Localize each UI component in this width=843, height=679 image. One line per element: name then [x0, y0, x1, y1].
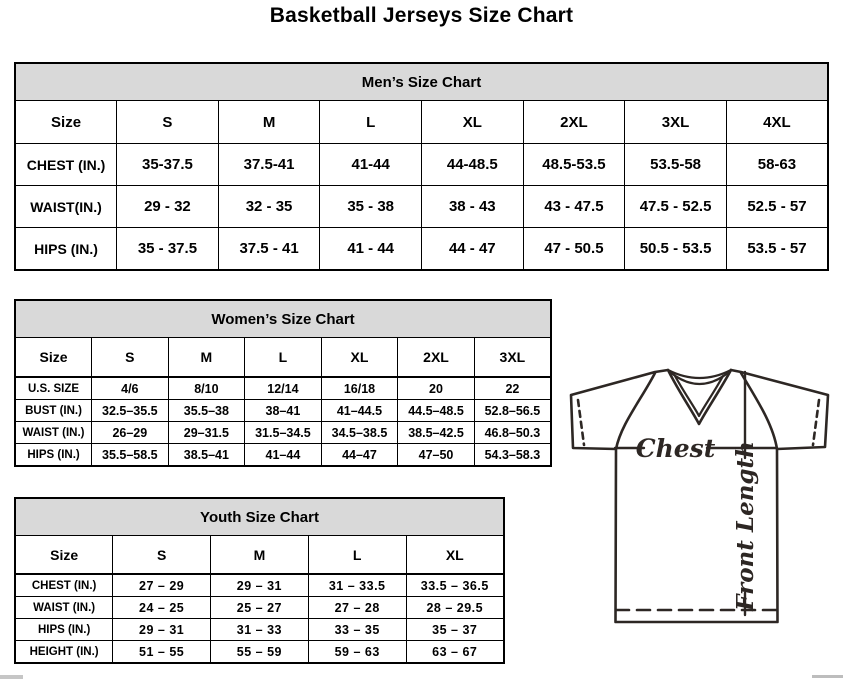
- column-header: L: [245, 338, 322, 378]
- size-value-cell: 32 - 35: [218, 186, 320, 228]
- size-value-cell: 47 - 50.5: [523, 228, 625, 271]
- size-value-cell: 16/18: [321, 377, 398, 400]
- jersey-diagram-svg: [558, 362, 843, 627]
- table-row: [15, 186, 828, 228]
- mens-size-table: [14, 62, 829, 271]
- size-value-cell: 29 - 32: [117, 186, 219, 228]
- size-value-cell: 44-48.5: [422, 144, 524, 186]
- column-header: 2XL: [523, 101, 625, 144]
- size-value-cell: 28 – 29.5: [406, 597, 504, 619]
- row-label: HEIGHT (IN.): [15, 641, 113, 664]
- size-value-cell: 24 – 25: [113, 597, 211, 619]
- size-value-cell: 37.5-41: [218, 144, 320, 186]
- size-value-cell: 50.5 - 53.5: [625, 228, 727, 271]
- size-value-cell: 27 – 29: [113, 574, 211, 597]
- page-title: Basketball Jerseys Size Chart: [269, 4, 574, 27]
- column-header: Size: [15, 536, 113, 575]
- row-label: CHEST (IN.): [15, 144, 117, 186]
- column-header: M: [211, 536, 309, 575]
- row-label: WAIST (IN.): [15, 597, 113, 619]
- size-value-cell: 52.8–56.5: [474, 400, 551, 422]
- cropped-bottom-right-element: [812, 675, 843, 678]
- cropped-bottom-left-element: [0, 675, 23, 679]
- size-value-cell: 12/14: [245, 377, 322, 400]
- size-value-cell: 31.5–34.5: [245, 422, 322, 444]
- table-row: [15, 422, 551, 444]
- jersey-outline: [571, 370, 828, 622]
- size-value-cell: 29–31.5: [168, 422, 245, 444]
- size-value-cell: 27 – 28: [308, 597, 406, 619]
- column-header: XL: [406, 536, 504, 575]
- row-label: BUST (IN.): [15, 400, 92, 422]
- size-value-cell: 35 - 37.5: [117, 228, 219, 271]
- size-value-cell: 35 - 38: [320, 186, 422, 228]
- table-row: [15, 377, 551, 400]
- chest-label: Chest: [635, 434, 716, 463]
- right-sleeve-seam: [741, 373, 777, 449]
- size-value-cell: 25 – 27: [211, 597, 309, 619]
- size-value-cell: 59 – 63: [308, 641, 406, 664]
- table-title: Men’s Size Chart: [15, 63, 828, 101]
- column-header: XL: [321, 338, 398, 378]
- table-row: [15, 574, 504, 597]
- youth-size-table: [14, 497, 505, 664]
- size-value-cell: 4/6: [92, 377, 169, 400]
- table-row: [15, 619, 504, 641]
- column-header: Size: [15, 338, 92, 378]
- row-label: WAIST(IN.): [15, 186, 117, 228]
- size-value-cell: 47–50: [398, 444, 475, 467]
- column-header: S: [92, 338, 169, 378]
- size-value-cell: 37.5 - 41: [218, 228, 320, 271]
- size-value-cell: 29 – 31: [113, 619, 211, 641]
- table-title: Women’s Size Chart: [15, 300, 551, 338]
- size-value-cell: 22: [474, 377, 551, 400]
- column-header: 4XL: [726, 101, 828, 144]
- size-value-cell: 41–44.5: [321, 400, 398, 422]
- size-value-cell: 51 – 55: [113, 641, 211, 664]
- size-value-cell: 31 – 33.5: [308, 574, 406, 597]
- size-value-cell: 63 – 67: [406, 641, 504, 664]
- table-row: [15, 144, 828, 186]
- size-value-cell: 44 - 47: [422, 228, 524, 271]
- column-header: S: [113, 536, 211, 575]
- size-value-cell: 55 – 59: [211, 641, 309, 664]
- size-value-cell: 38.5–42.5: [398, 422, 475, 444]
- row-label: HIPS (IN.): [15, 228, 117, 271]
- row-label: U.S. SIZE: [15, 377, 92, 400]
- size-value-cell: 34.5–38.5: [321, 422, 398, 444]
- front-length-label: Front Length: [732, 441, 759, 611]
- size-value-cell: 35 – 37: [406, 619, 504, 641]
- table-row: [15, 641, 504, 664]
- left-cuff-dashed-line: [578, 400, 584, 445]
- size-value-cell: 33.5 – 36.5: [406, 574, 504, 597]
- size-value-cell: 8/10: [168, 377, 245, 400]
- size-value-cell: 33 – 35: [308, 619, 406, 641]
- row-label: HIPS (IN.): [15, 444, 92, 467]
- table-row: [15, 400, 551, 422]
- size-value-cell: 35.5–58.5: [92, 444, 169, 467]
- size-value-cell: 38.5–41: [168, 444, 245, 467]
- column-header: Size: [15, 101, 117, 144]
- column-header: M: [218, 101, 320, 144]
- column-header: XL: [422, 101, 524, 144]
- size-value-cell: 48.5-53.5: [523, 144, 625, 186]
- size-value-cell: 31 – 33: [211, 619, 309, 641]
- table-row: [15, 444, 551, 467]
- size-value-cell: 32.5–35.5: [92, 400, 169, 422]
- size-table-grid: [14, 62, 829, 271]
- size-value-cell: 58-63: [726, 144, 828, 186]
- size-value-cell: 47.5 - 52.5: [625, 186, 727, 228]
- size-value-cell: 20: [398, 377, 475, 400]
- size-table-grid: [14, 299, 552, 467]
- size-value-cell: 35.5–38: [168, 400, 245, 422]
- row-label: HIPS (IN.): [15, 619, 113, 641]
- column-header: L: [308, 536, 406, 575]
- size-value-cell: 38–41: [245, 400, 322, 422]
- table-title: Youth Size Chart: [15, 498, 504, 536]
- size-value-cell: 41–44: [245, 444, 322, 467]
- size-value-cell: 43 - 47.5: [523, 186, 625, 228]
- size-value-cell: 35-37.5: [117, 144, 219, 186]
- size-value-cell: 53.5 - 57: [726, 228, 828, 271]
- column-header: 3XL: [474, 338, 551, 378]
- row-label: CHEST (IN.): [15, 574, 113, 597]
- table-row: [15, 597, 504, 619]
- size-value-cell: 38 - 43: [422, 186, 524, 228]
- size-value-cell: 26–29: [92, 422, 169, 444]
- size-value-cell: 29 – 31: [211, 574, 309, 597]
- table-row: [15, 228, 828, 271]
- size-value-cell: 44.5–48.5: [398, 400, 475, 422]
- size-value-cell: 53.5-58: [625, 144, 727, 186]
- size-value-cell: 52.5 - 57: [726, 186, 828, 228]
- jersey-measurement-diagram: [558, 362, 843, 627]
- column-header: L: [320, 101, 422, 144]
- size-value-cell: 46.8–50.3: [474, 422, 551, 444]
- right-cuff-dashed-line: [813, 400, 819, 445]
- column-header: 3XL: [625, 101, 727, 144]
- size-value-cell: 54.3–58.3: [474, 444, 551, 467]
- size-value-cell: 41-44: [320, 144, 422, 186]
- row-label: WAIST (IN.): [15, 422, 92, 444]
- size-table-grid: [14, 497, 505, 664]
- column-header: S: [117, 101, 219, 144]
- column-header: M: [168, 338, 245, 378]
- size-value-cell: 44–47: [321, 444, 398, 467]
- size-value-cell: 41 - 44: [320, 228, 422, 271]
- womens-size-table: [14, 299, 552, 467]
- column-header: 2XL: [398, 338, 475, 378]
